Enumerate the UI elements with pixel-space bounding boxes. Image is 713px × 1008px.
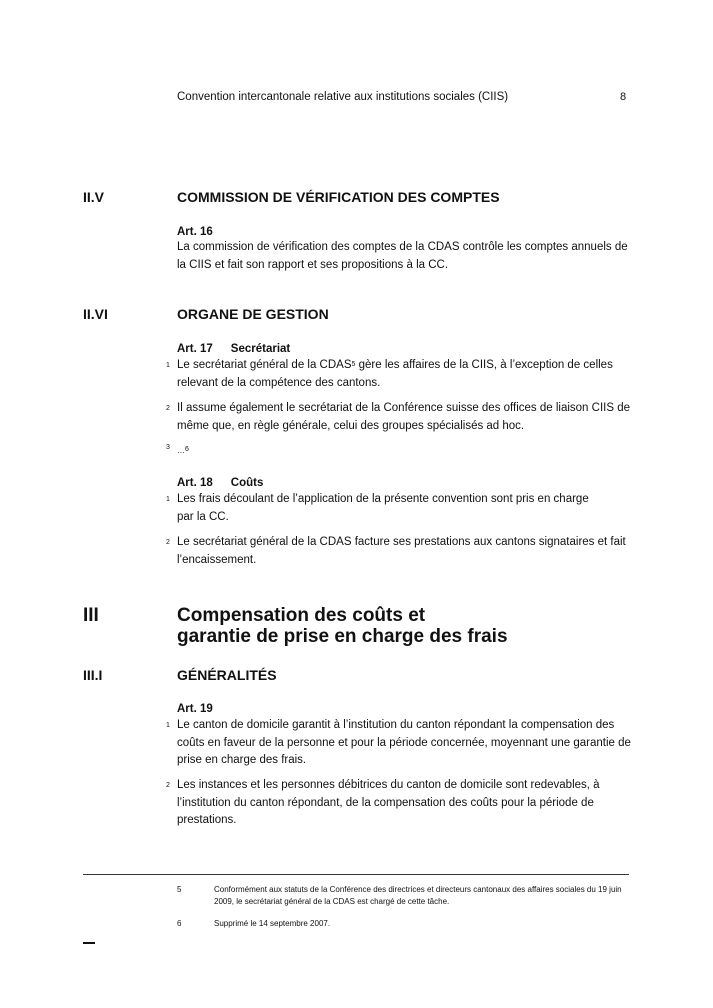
footnote-5-text: Conformément aux statuts de la Conférence des directrices et directeurs cantonaux des affaires sociales du 19 juin 2009, le secrétariat général de la CDAS est chargé de cette tâche.: [214, 885, 622, 906]
section-title-2-6: ORGANE DE GESTION: [177, 306, 329, 322]
footnote-ref-6: 6: [185, 446, 189, 453]
article-17-paragraph-3: [177, 442, 633, 460]
article-18-p1-line-1: Les frais découlant de l’application de la présente convention sont pris en charge: [177, 493, 589, 505]
article-17-paragraph-2: Il assume également le secrétariat de la Conférence suisse des offices de liaison CIIS de même que, en règle générale, celui des groupes spécialisés ad hoc.: [177, 402, 631, 432]
section-title-2-5: COMMISSION DE VÉRIFICATION DES COMPTES: [177, 189, 500, 205]
article-19-heading: [177, 703, 213, 715]
section-title-3: [177, 605, 508, 647]
ellipsis-text: …: [177, 446, 185, 455]
article-16-text: La commission de vérification des comptes de la CDAS contrôle les comptes annuels de la CIIS et fait son rapport et ses propositions à la CC.: [177, 241, 628, 271]
footnote-ref-5: 5: [351, 361, 356, 368]
article-17-number: Art. 17: [177, 343, 213, 355]
article-18-paragraph-1: [177, 491, 633, 526]
paragraph-number: 1: [166, 496, 170, 503]
section-number-3: III: [83, 605, 99, 626]
paragraph-number: 2: [166, 782, 170, 789]
article-17-p1-text-start: Le secrétariat général de la CDAS: [177, 359, 352, 371]
section-title-3-1: GÉNÉRALITÉS: [177, 667, 277, 683]
article-17-p1-text-end: gère les affaires de la CIIS, à l’exception de celles relevant de la compétence des cantons.: [177, 359, 613, 389]
page-footer-dash: [83, 942, 95, 944]
article-18-paragraph-2: Le secrétariat général de la CDAS facture ses prestations aux cantons signataires et fait l’encaissement.: [177, 536, 626, 566]
footnote-6-number: 6: [177, 919, 182, 928]
article-18-p1-line-2: par la CC.: [177, 510, 229, 523]
section-title-3-line-1: Compensation des coûts et: [177, 605, 426, 626]
article-16-heading: [177, 226, 213, 238]
article-18-subtitle: Coûts: [230, 477, 264, 489]
paragraph-number: 2: [166, 539, 170, 546]
article-17-heading: [177, 343, 290, 355]
paragraph-number: 3: [166, 444, 170, 451]
article-17-paragraph-1: [177, 357, 633, 392]
footnote-separator: [83, 874, 629, 875]
paragraph-number: 1: [166, 362, 170, 369]
article-16-number: Art. 16: [177, 226, 213, 238]
section-title-3-line-2: garantie de prise en charge des frais: [177, 626, 508, 647]
article-19-number: Art. 19: [177, 703, 213, 715]
page-number: 8: [620, 91, 627, 103]
section-number-3-1: III.I: [83, 667, 103, 683]
footnote-5-number: 5: [177, 885, 182, 894]
article-19-paragraph-2: Les instances et les personnes débitrices du canton de domicile sont redevables, à l’institution du canton répondant, de la compensation des coûts pour la période de prestations.: [177, 779, 600, 826]
paragraph-number: 2: [166, 405, 170, 412]
footnote-6-text: Supprimé le 14 septembre 2007.: [214, 919, 331, 928]
article-18-heading: [177, 477, 263, 489]
running-header-title: Convention intercantonale relative aux institutions sociales (CIIS): [177, 91, 509, 103]
section-number-2-5: II.V: [83, 189, 105, 205]
article-19-paragraph-1: Le canton de domicile garantit à l’institution du canton répondant la compensation des coûts en faveur de la personne et pour la période concernée, moyennant une garantie de prise en charge des frais.: [177, 719, 631, 766]
article-17-subtitle: Secrétariat: [230, 343, 291, 355]
paragraph-number: 1: [166, 722, 170, 729]
section-number-2-6: II.VI: [83, 306, 108, 322]
article-18-number: Art. 18: [177, 477, 213, 489]
